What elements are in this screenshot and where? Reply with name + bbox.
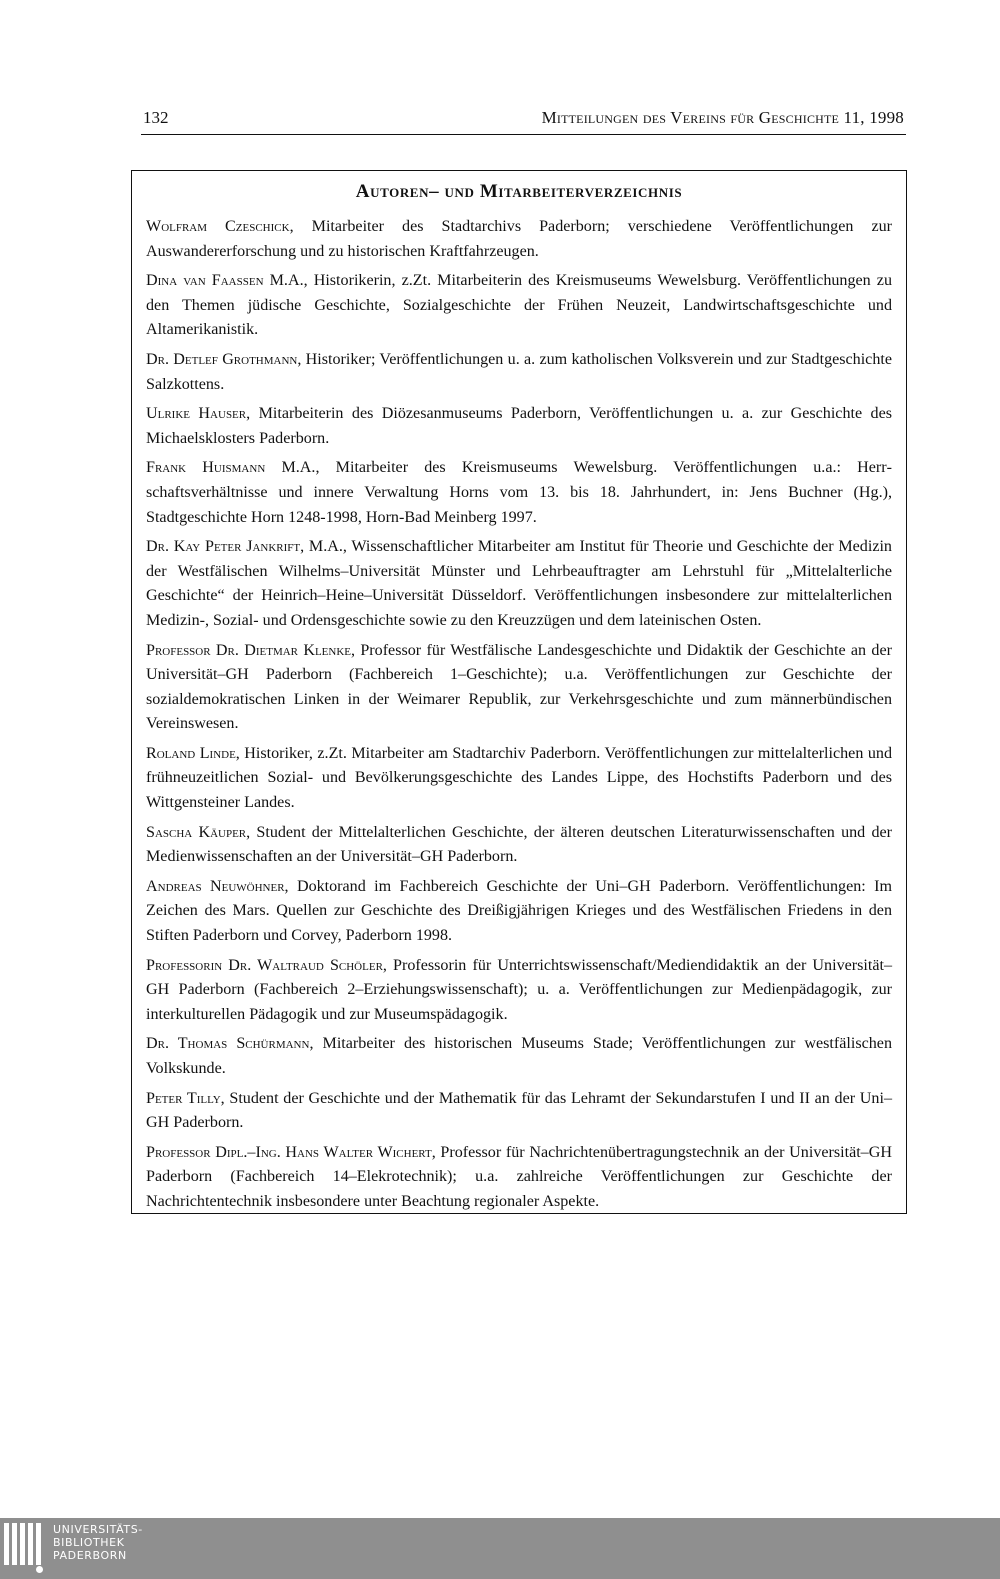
author-name: Sascha Käuper,: [146, 823, 251, 841]
author-description: Professor für Nachrichtenübertragungstechnik an der Universität–GH Paderborn (Fachbereich 14–Elekrotechnik); u.a. zahlreiche Veröffentlichungen zur Geschichte der Nachrichtentechnik insbesondere unter Beachtung regionaler Aspekte.: [146, 1143, 892, 1210]
author-entry: [146, 1032, 892, 1081]
author-description: Mitarbeiter des historischen Museums Stade; Veröffentlichungen zur westfälischen Volkskunde.: [146, 1035, 892, 1077]
author-name: Professor Dr. Dietmar Klenke,: [146, 641, 356, 659]
author-name: Professorin Dr. Waltraud Schöler,: [146, 956, 387, 974]
author-description: Professor für Westfälische Landesgeschichte und Didaktik der Geschichte an der Universität–GH Paderborn (Fachbereich 1–Geschichte); u.a. Veröffentlichungen zur Geschichte der sozialdemokratischen Linken in der Weimarer Republik, zur Verkehrsgeschichte und zum männerbündischen Vereinswesen.: [146, 641, 892, 733]
section-title: Autoren– und Mitarbeiterverzeichnis: [355, 181, 683, 202]
page-number: 132: [143, 108, 169, 127]
library-name-line: UNIVERSITÄTS-: [53, 1523, 143, 1536]
author-description: Mitarbeiter des Stadtarchivs Paderborn; verschiedene Veröffentlichungen zur Auswandererforschung und zu historischen Kraftfahrzeugen.: [146, 218, 892, 260]
author-name: Dr. Detlef Grothmann,: [146, 350, 302, 368]
page-header: [141, 104, 906, 135]
author-entry: [146, 348, 892, 397]
author-name: Dina van Faassen: [146, 272, 264, 290]
library-name-line: BIBLIOTHEK: [53, 1536, 125, 1549]
author-name: Andreas Neuwöhner,: [146, 877, 289, 895]
author-description: Student der Mittelalterlichen Geschichte, der älteren deutschen Literaturwissenschaften und der Medienwissenschaften an der Universität–GH Paderborn.: [146, 823, 892, 866]
author-name: Dr. Kay Peter Jankrift,: [146, 538, 305, 556]
author-entry: [146, 742, 892, 816]
author-name: Wolfram Czeschick,: [146, 218, 294, 235]
library-name: [53, 1523, 143, 1562]
author-description: Doktorand im Fachbereich Geschichte der Uni–GH Paderborn. Veröffentlichungen: Im Zeichen des Mars. Quellen zur Geschichte des Dreißigjährigen Krieges und des Westfälischen Friedens in den Stiften Paderborn und Corvey, Paderborn 1998.: [146, 877, 892, 945]
library-name-line: PADERBORN: [53, 1549, 127, 1562]
author-description: Mitarbeiterin des Diözesanmuseums Paderborn, Veröffentlichungen u. a. zur Geschichte des Michaelsklosters Paderborn.: [146, 405, 892, 447]
author-entry: [146, 215, 892, 264]
author-entry: [146, 1141, 892, 1215]
author-name: Roland Linde,: [146, 744, 240, 762]
author-entry: [146, 1087, 892, 1136]
author-entry: [146, 269, 892, 343]
library-footer-bar: [0, 1518, 1000, 1579]
author-description: Professorin für Unterrichtswissenschaft/Mediendidaktik an der Universität–GH Paderborn (Fachbereich 2–Erziehungswissenschaft); u. a. Veröffentlichungen zur Medienpädagogik, zur interkulturellen Pädagogik und zur Museumspädagogik.: [146, 956, 892, 1023]
author-name: Peter Tilly,: [146, 1089, 225, 1107]
author-name: Ulrike Hauser,: [146, 405, 251, 423]
author-entry: [146, 821, 892, 870]
author-directory-box: [131, 170, 907, 1214]
author-entry: [146, 639, 892, 737]
author-entry: [146, 875, 892, 949]
author-entry: [146, 954, 892, 1028]
author-name: Dr. Thomas Schürmann,: [146, 1035, 314, 1053]
author-entry: [146, 402, 892, 451]
author-name: Frank Huismann: [146, 459, 266, 477]
author-description: M.A., Mitarbeiter des Kreismuseums Wewelsburg. Veröffentlichungen u.a.: Herrschaftsverhältnisse und innere Verwaltung Horns vom 13. bis 18. Jahrhundert, in: Jens Buchner (Hg.), Stadtgeschichte Horn 1248-1998, Horn-Bad Meinberg 1997.: [146, 459, 892, 526]
author-description: Historiker; Veröffentlichungen u. a. zum katholischen Volksverein und zur Stadtgeschichte Salzkottens.: [146, 350, 892, 393]
author-description: M.A., Wissenschaftlicher Mitarbeiter am Institut für Theorie und Geschichte der Medizin der Westfälischen Wilhelms–Universität Münster und Lehrbeauftragter am Lehrstuhl für „Mittelalterliche Geschichte“ der Heinrich–Heine–Universität Düsseldorf. Veröffentlichungen insbesondere zur mittelalterlichen Medizin-, Sozial- und Ordensgeschichte sowie zu den Kreuzzügen und dem lateinischen Osten.: [146, 538, 892, 629]
author-name: Professor Dipl.–Ing. Hans Walter Wichert,: [146, 1143, 436, 1161]
author-description: M.A., Historikerin, z.Zt. Mitarbeiterin des Kreismuseums Wewelsburg. Veröffentlichungen zu den Themen jüdische Geschichte, Sozialgeschichte der Frühen Neuzeit, Landwirtschaftsgeschichte und Altamerikanistik.: [146, 272, 892, 339]
running-title: Mitteilungen des Vereins für Geschichte 11, 1998: [541, 108, 904, 127]
author-description: Student der Geschichte und der Mathematik für das Lehramt der Sekundarstufen I und II an der Uni–GH Paderborn.: [146, 1089, 892, 1132]
author-entry: [146, 535, 892, 633]
author-entry: [146, 456, 892, 530]
author-description: Historiker, z.Zt. Mitarbeiter am Stadtarchiv Paderborn. Veröffentlichungen zur mittelalterlichen und frühneuzeitlichen Sozial- und Bevölkerungsgeschichte des Landes Lippe, des Hochstifts Paderborn und des Wittgensteiner Landes.: [146, 744, 892, 812]
library-logo-icon: [4, 1523, 44, 1573]
